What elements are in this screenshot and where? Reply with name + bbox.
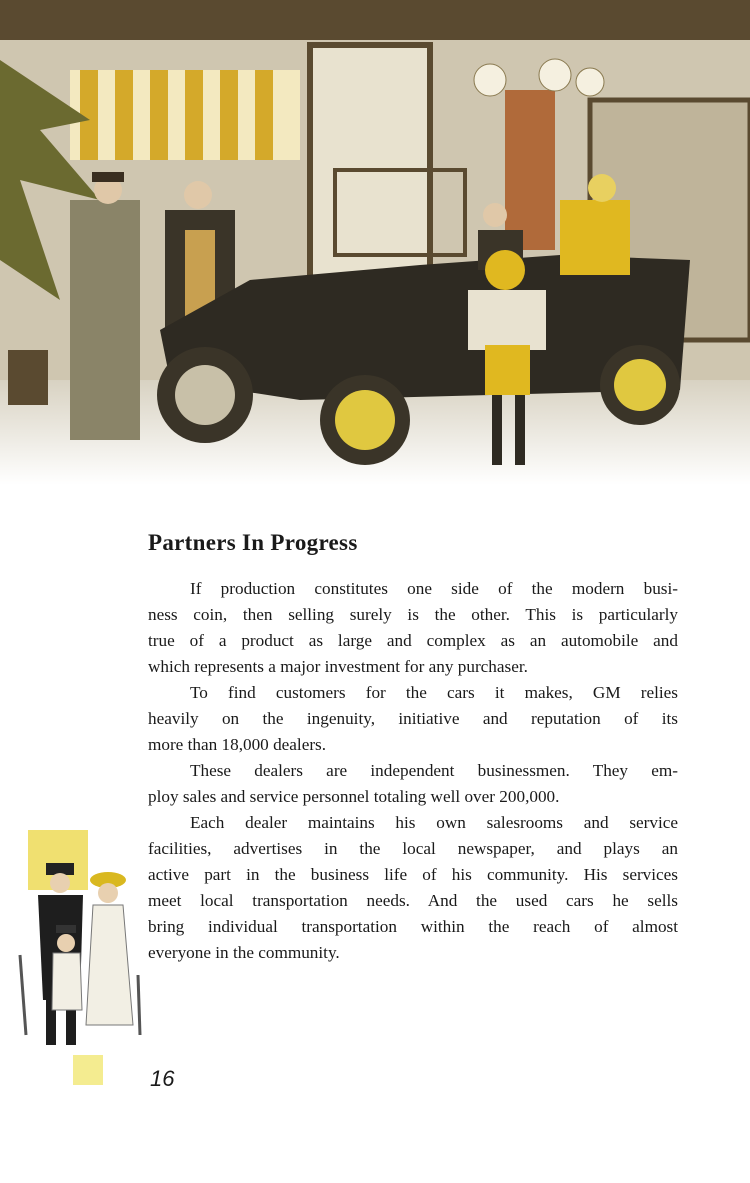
text-line: everyone in the community. [148,943,340,962]
awning [70,70,300,160]
body-text [148,576,678,966]
paragraph [148,576,678,680]
page-number: 16 [150,1066,175,1091]
text-line: which represents a major investment for any purchaser. [148,657,528,676]
text-line: true of a product as large and complex as an automobile and [148,631,678,650]
text-line: facilities, advertises in the local newspaper, and plays an [148,839,678,858]
text-line: ploy sales and service personnel totaling well over 200,000. [148,787,560,806]
page-heading: Partners In Progress [148,530,358,555]
text-line: bring individual transportation within the reach of almost [148,917,678,936]
showroom-illustration [0,0,750,485]
text-line: To find customers for the cars it makes, GM relies [190,683,678,702]
family-illustration [8,825,158,1095]
text-line: Each dealer maintains his own salesrooms and service [190,813,678,832]
paragraph [148,758,678,810]
text-line: active part in the business life of his community. His services [148,865,678,884]
text-line: ness coin, then selling surely is the other. This is particularly [148,605,678,624]
text-line: meet local transportation needs. And the used cars he sells [148,891,678,910]
text-line: heavily on the ingenuity, initiative and reputation of its [148,709,678,728]
text-line: If production constitutes one side of the modern busi- [190,579,678,598]
paragraph [148,680,678,758]
text-line: more than 18,000 dealers. [148,735,327,754]
text-line: These dealers are independent businessmen. They em- [190,761,678,780]
paragraph [148,810,678,966]
